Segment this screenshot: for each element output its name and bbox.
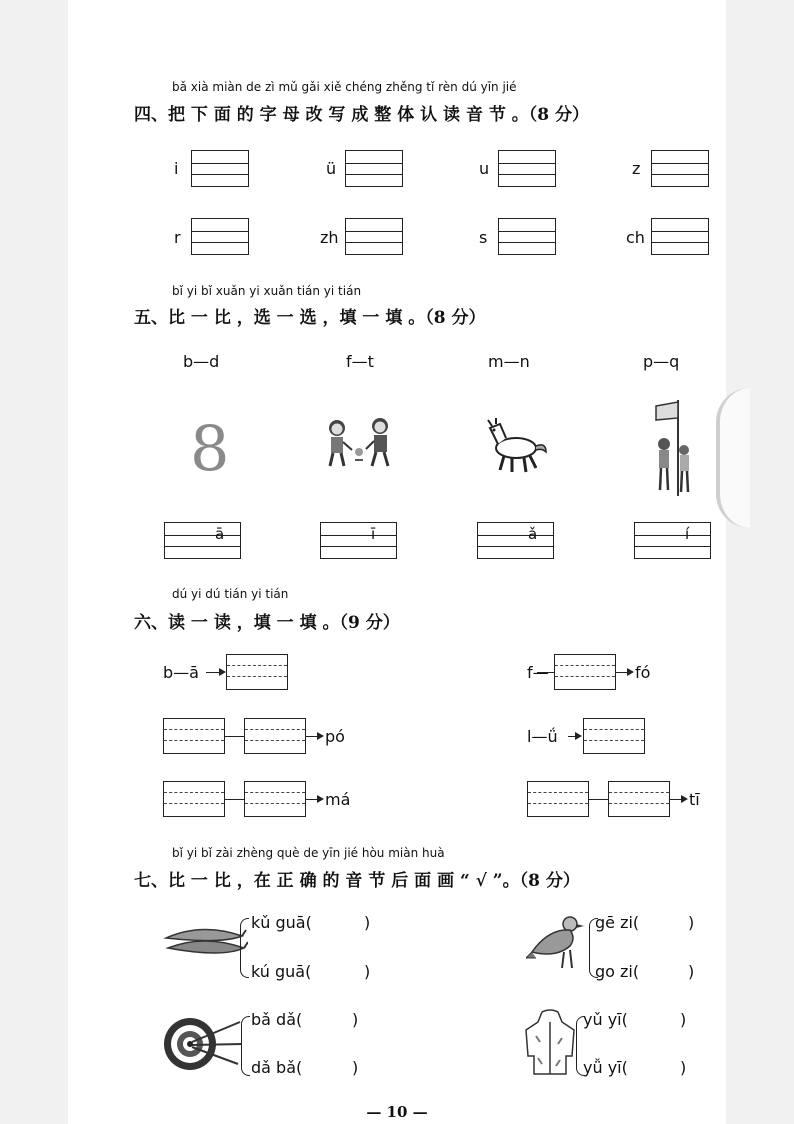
tone-a1: ā (215, 525, 225, 543)
digit-eight-picture: 8 (190, 412, 230, 485)
answer-box-r[interactable] (191, 218, 249, 255)
tone-box-2[interactable] (320, 522, 397, 559)
r3-right-result: tī (689, 790, 700, 809)
r1-left-box[interactable] (226, 654, 288, 690)
option-ge-zi-close: ) (688, 913, 695, 932)
option-yu-yi-2-close: ) (680, 1058, 687, 1077)
r3-left-result: má (325, 790, 351, 809)
option-ge-zi: gē zi( (595, 913, 640, 932)
arrow-icon (317, 795, 324, 803)
arrow-icon (681, 795, 688, 803)
r1-right-box[interactable] (554, 654, 616, 690)
option-yu-yi-1-close: ) (680, 1010, 687, 1029)
horse-picture (480, 418, 550, 474)
section6-title: 六、读 一 读 ，填 一 填 。（9 分） (134, 613, 400, 633)
letter-r: r (174, 228, 181, 247)
bitter-melon-picture (162, 922, 248, 962)
option-da-ba-close: ) (352, 1058, 359, 1077)
answer-box-zh[interactable] (345, 218, 403, 255)
r3-right-connector (589, 799, 608, 800)
option-ku-gua-1-close: ) (364, 913, 371, 932)
arrow-icon (219, 668, 226, 676)
option-go-zi-close: ) (688, 962, 695, 981)
pair-p-q: p—q (643, 352, 680, 371)
page-number: — 10 — (366, 1103, 428, 1121)
option-yu-yi-2: yǚ yī( (583, 1058, 628, 1077)
answer-box-s[interactable] (498, 218, 556, 255)
letter-u-umlaut: ü (326, 159, 337, 178)
pigeon-picture (526, 912, 588, 976)
r3-right-box-a[interactable] (527, 781, 589, 817)
r1-left-prefix: b—ā (163, 663, 199, 682)
target-picture (162, 1012, 244, 1074)
letter-z: z (632, 159, 641, 178)
r2-right-prefix: l—ǘ (527, 727, 558, 746)
r3-left-box-a[interactable] (163, 781, 225, 817)
tone-box-1[interactable] (164, 522, 241, 559)
section6-pinyin: dú yi dú tián yi tián (172, 587, 289, 601)
tone-i1: ī (371, 525, 376, 543)
option-yu-yi-1: yǔ yī( (583, 1010, 628, 1029)
pair-f-t: f—t (346, 352, 374, 371)
section7-title: 七、比 一 比 ，在 正 确 的 音 节 后 面 画 “ √ ”。（8 分） (134, 871, 580, 891)
option-ku-gua-1: kǔ guā( (251, 913, 312, 932)
letter-zh: zh (320, 228, 339, 247)
brace-3 (241, 1016, 250, 1076)
r3-left-connector (225, 799, 244, 800)
r3-left-box-b[interactable] (244, 781, 306, 817)
arrow-icon (575, 732, 582, 740)
tone-i2: í (685, 525, 690, 543)
r3-right-box-b[interactable] (608, 781, 670, 817)
page-edge-tab (716, 388, 750, 528)
r2-left-result: pó (325, 727, 345, 746)
pair-b-d: b—d (183, 352, 220, 371)
letter-i: i (174, 159, 179, 178)
r2-left-connector (225, 736, 244, 737)
option-ba-da-close: ) (352, 1010, 359, 1029)
flag-raising-picture (650, 398, 692, 498)
answer-box-i[interactable] (191, 150, 249, 187)
arrow-icon (627, 668, 634, 676)
answer-box-u[interactable] (498, 150, 556, 187)
r2-right-box[interactable] (583, 718, 645, 754)
tone-a3: ǎ (528, 525, 538, 543)
section5-title: 五、比 一 比 ，选 一 选 ，填 一 填 。（8 分） (134, 308, 486, 328)
option-go-zi: go zi( (595, 962, 640, 981)
option-da-ba: dǎ bǎ( (251, 1058, 303, 1077)
tone-box-4[interactable] (634, 522, 711, 559)
letter-ch: ch (626, 228, 645, 247)
r2-left-box-a[interactable] (163, 718, 225, 754)
option-ku-gua-2-close: ) (364, 962, 371, 981)
r2-left-box-b[interactable] (244, 718, 306, 754)
answer-box-z[interactable] (651, 150, 709, 187)
option-ku-gua-2: kú guā( (251, 962, 312, 981)
letter-s: s (479, 228, 488, 247)
r1-right-prefix: f— (527, 663, 549, 682)
section7-pinyin: bǐ yi bǐ zài zhèng què de yīn jié hòu miàn huà (172, 846, 445, 860)
section4-title: 四、把 下 面 的 字 母 改 写 成 整 体 认 读 音 节 。（8 分） (134, 105, 590, 125)
brace-1 (240, 918, 249, 978)
answer-box-u-umlaut[interactable] (345, 150, 403, 187)
answer-box-ch[interactable] (651, 218, 709, 255)
section4-pinyin: bǎ xià miàn de zì mǔ gǎi xiě chéng zhěng tǐ rèn dú yīn jié (172, 80, 517, 94)
r1-right-line (537, 672, 554, 673)
arrow-icon (317, 732, 324, 740)
r1-left-line (206, 672, 220, 673)
tone-box-3[interactable] (477, 522, 554, 559)
r1-right-result: fó (635, 663, 651, 682)
raincoat-picture (522, 1008, 578, 1078)
pair-m-n: m—n (488, 352, 530, 371)
children-playing-picture (322, 416, 398, 470)
letter-u: u (479, 159, 490, 178)
section5-pinyin: bǐ yi bǐ xuǎn yi xuǎn tián yi tián (172, 284, 362, 298)
option-ba-da: bǎ dǎ( (251, 1010, 303, 1029)
